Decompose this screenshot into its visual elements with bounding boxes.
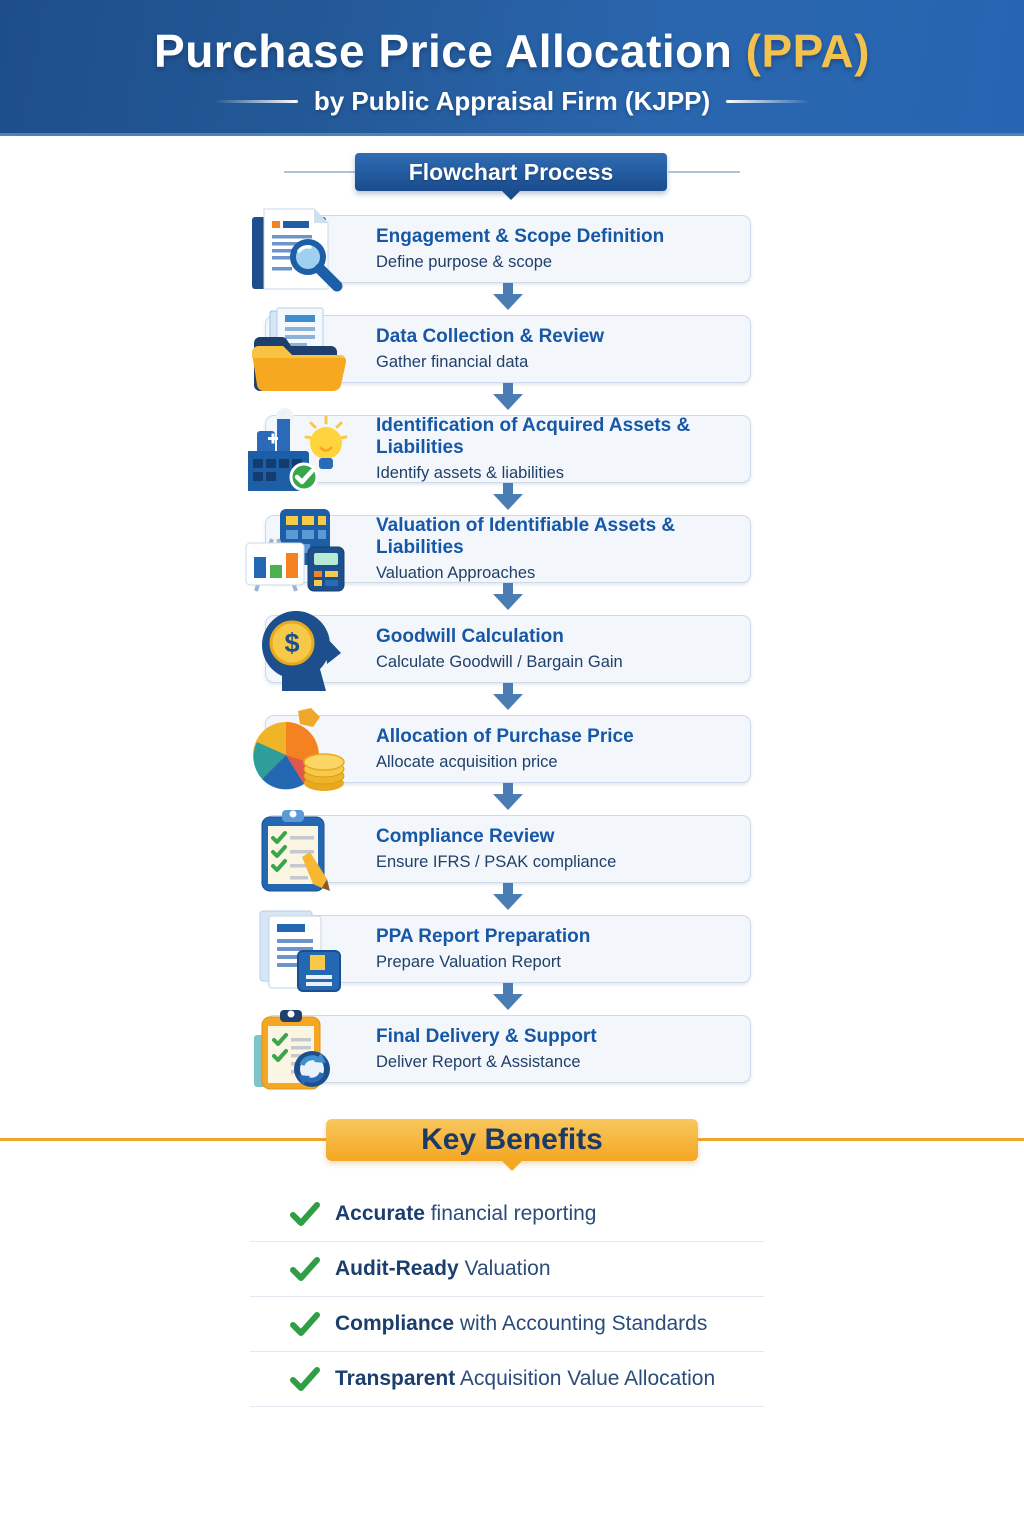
page-title bbox=[0, 0, 1024, 78]
step-subtitle: Define purpose & scope bbox=[376, 253, 553, 271]
benefit-lead: Audit-Ready bbox=[335, 1257, 459, 1280]
benefit-lead: Accurate bbox=[335, 1202, 425, 1225]
benefit-item bbox=[250, 1297, 764, 1352]
step-title: Data Collection & Review bbox=[376, 326, 605, 347]
benefits-list bbox=[250, 1187, 764, 1407]
folder-documents-icon bbox=[243, 307, 357, 393]
step-title: PPA Report Preparation bbox=[376, 926, 591, 947]
pie-chart-coins-icon bbox=[243, 707, 357, 793]
subtitle-divider-right bbox=[726, 100, 810, 103]
flowchart-step bbox=[265, 515, 751, 583]
clipboard-sync-icon bbox=[243, 1007, 357, 1093]
flowchart-step bbox=[265, 415, 751, 483]
arrow-down-icon bbox=[493, 683, 523, 715]
flowchart-step bbox=[265, 1015, 751, 1083]
benefits-banner-row bbox=[0, 1119, 1024, 1161]
step-title: Valuation of Identifiable Assets & Liabilities bbox=[376, 515, 676, 558]
flowchart-step bbox=[265, 815, 751, 883]
flowchart-steps bbox=[265, 215, 751, 1083]
arrow-down-icon bbox=[493, 383, 523, 415]
benefit-lead: Compliance bbox=[335, 1312, 455, 1335]
step-subtitle: Allocate acquisition price bbox=[376, 753, 558, 771]
arrow-down-icon bbox=[493, 783, 523, 815]
subtitle-divider-left bbox=[214, 100, 298, 103]
flowchart-step bbox=[265, 715, 751, 783]
step-subtitle: Gather financial data bbox=[376, 353, 529, 371]
flowchart-banner-line-right bbox=[668, 171, 740, 173]
arrow-down-icon bbox=[493, 583, 523, 615]
step-subtitle: Ensure IFRS / PSAK compliance bbox=[376, 853, 617, 871]
flowchart-banner: Flowchart Process bbox=[355, 153, 667, 191]
flowchart-banner-line-left bbox=[284, 171, 356, 173]
benefit-text bbox=[335, 1257, 551, 1281]
step-subtitle: Calculate Goodwill / Bargain Gain bbox=[376, 653, 623, 671]
benefit-rest: with Accounting Standards bbox=[454, 1312, 708, 1335]
factory-lightbulb-check-icon bbox=[243, 407, 357, 493]
clipboard-pencil-icon bbox=[243, 807, 357, 893]
benefit-rest: Valuation bbox=[458, 1257, 551, 1280]
head-dollar-icon bbox=[243, 607, 357, 693]
step-subtitle: Deliver Report & Assistance bbox=[376, 1053, 581, 1071]
step-title: Engagement & Scope Definition bbox=[376, 226, 665, 247]
step-subtitle: Identify assets & liabilities bbox=[376, 464, 565, 482]
arrow-down-icon bbox=[493, 483, 523, 515]
chart-calculator-icon bbox=[243, 507, 357, 593]
benefit-item bbox=[250, 1242, 764, 1297]
benefit-text bbox=[335, 1202, 597, 1226]
checkmark-icon bbox=[290, 1201, 320, 1227]
benefit-rest: Acquisition Value Allocation bbox=[455, 1367, 716, 1390]
page-subtitle: by Public Appraisal Firm (KJPP) bbox=[313, 86, 711, 116]
arrow-down-icon bbox=[493, 283, 523, 315]
step-title: Compliance Review bbox=[376, 826, 555, 847]
step-title: Allocation of Purchase Price bbox=[376, 726, 634, 747]
benefit-text bbox=[335, 1312, 707, 1336]
checkmark-icon bbox=[290, 1311, 320, 1337]
flowchart-step bbox=[265, 615, 751, 683]
benefits-banner-line-right bbox=[697, 1138, 1024, 1141]
benefit-text bbox=[335, 1367, 715, 1391]
benefits-banner-line-left bbox=[0, 1138, 326, 1141]
step-subtitle: Prepare Valuation Report bbox=[376, 953, 561, 971]
flowchart-banner-row bbox=[0, 153, 1024, 193]
step-subtitle: Valuation Approaches bbox=[376, 564, 536, 582]
benefit-lead: Transparent bbox=[335, 1367, 456, 1390]
header bbox=[0, 0, 1024, 136]
arrow-down-icon bbox=[493, 883, 523, 915]
benefits-banner: Key Benefits bbox=[326, 1119, 698, 1161]
step-title: Identification of Acquired Assets & Liabilities bbox=[376, 415, 691, 458]
subtitle-row bbox=[0, 86, 1024, 117]
page-title-main: Purchase Price Allocation bbox=[154, 25, 746, 77]
arrow-down-icon bbox=[493, 983, 523, 1015]
flowchart-step bbox=[265, 915, 751, 983]
report-floppy-icon bbox=[243, 907, 357, 993]
step-title: Goodwill Calculation bbox=[376, 626, 564, 647]
benefit-item bbox=[250, 1187, 764, 1242]
checkmark-icon bbox=[290, 1366, 320, 1392]
svg-text:$: $ bbox=[284, 628, 300, 658]
document-magnifier-icon bbox=[243, 207, 357, 293]
benefit-rest: financial reporting bbox=[424, 1202, 597, 1225]
checkmark-icon bbox=[290, 1256, 320, 1282]
flowchart-step bbox=[265, 315, 751, 383]
step-title: Final Delivery & Support bbox=[376, 1026, 597, 1047]
page-title-accent: (PPA) bbox=[745, 25, 870, 77]
flowchart-step bbox=[265, 215, 751, 283]
benefit-item bbox=[250, 1352, 764, 1407]
